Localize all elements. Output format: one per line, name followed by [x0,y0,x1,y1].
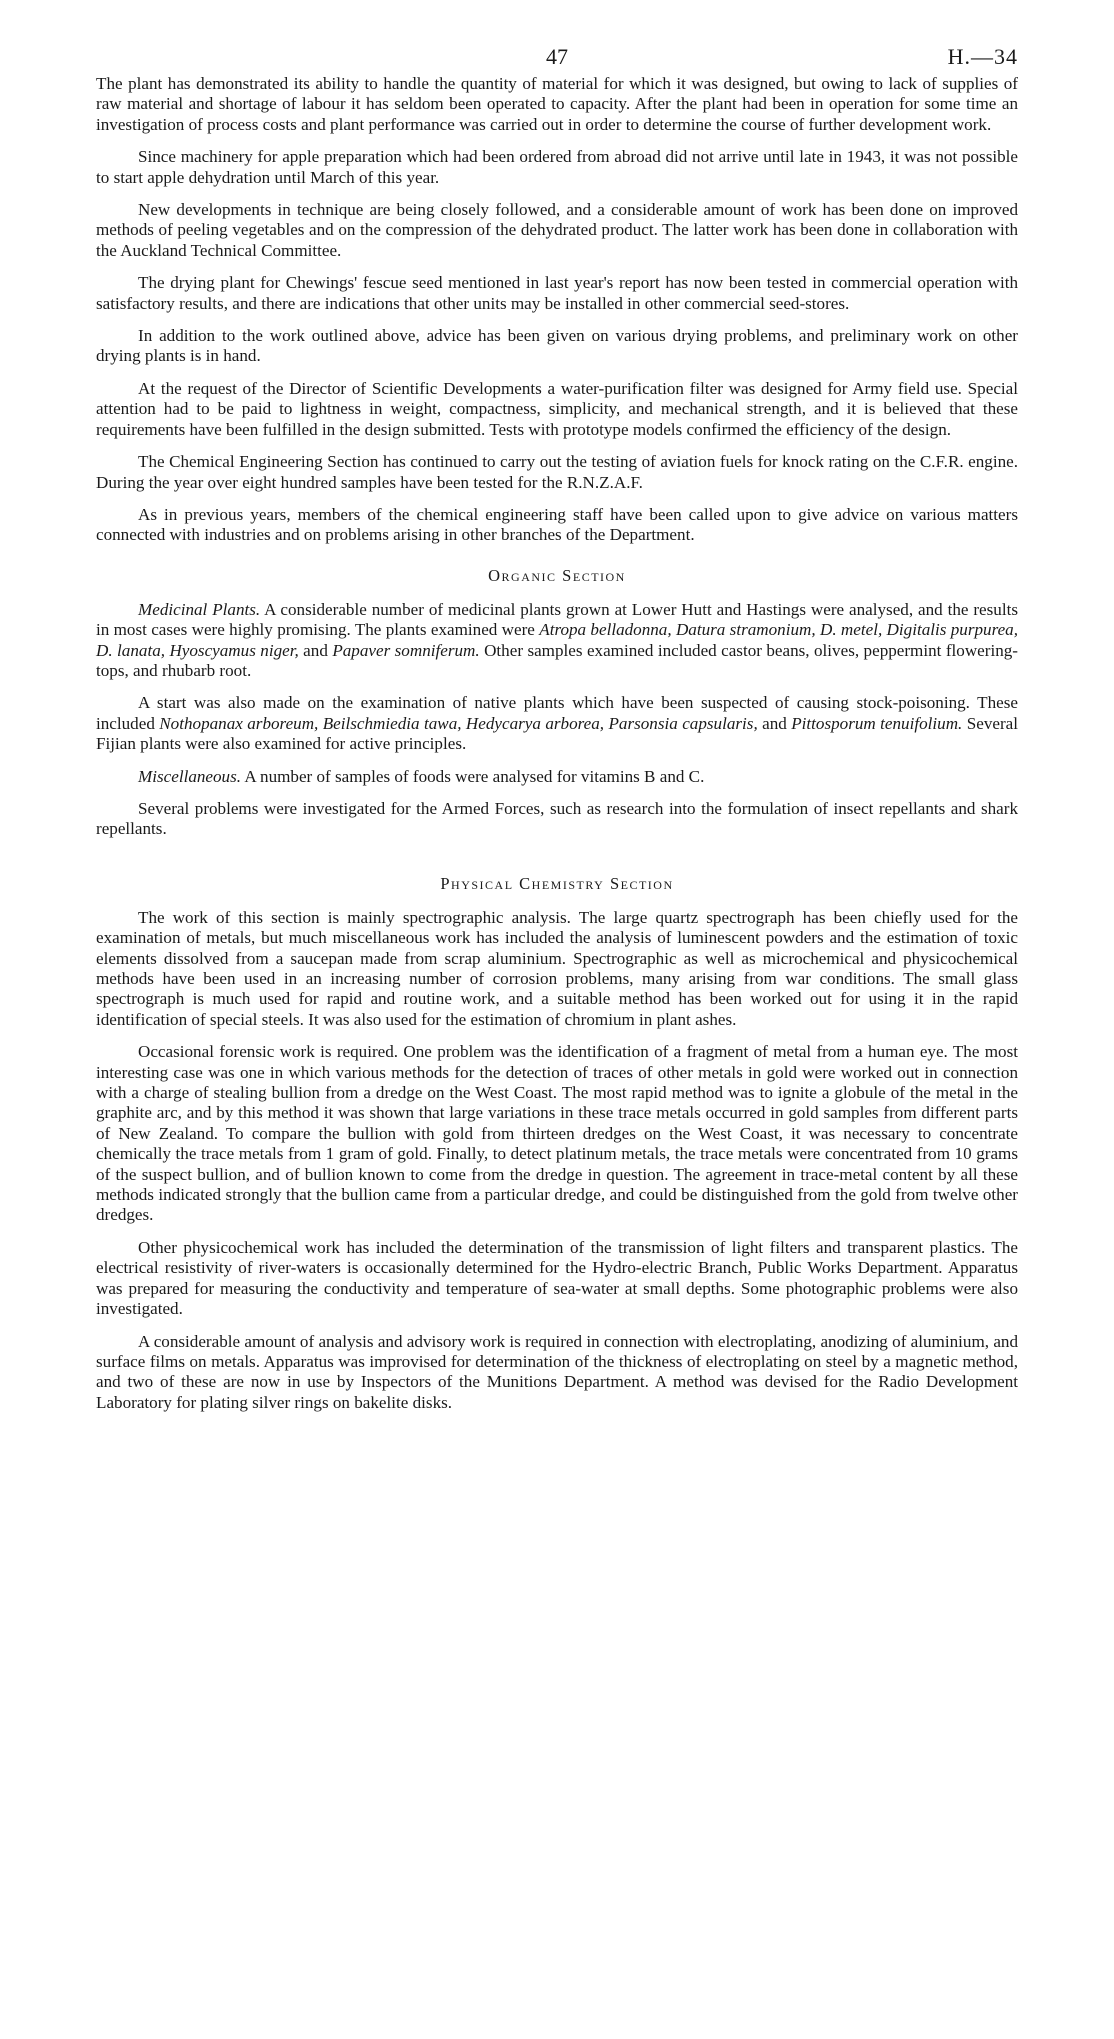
paragraph-stock-poisoning [96,693,1018,754]
chemical-engineering-continued [96,74,1018,546]
text-run: A start was also made on the examination of native plants which have been suspected of causing stock-poisoning. These included [96,693,1018,733]
species-names: Papaver somniferum. [332,640,480,660]
paragraph-lead-label: Miscellaneous. [138,766,242,786]
species-names: Pittosporum tenuifolium. [791,713,963,733]
text-run: Other samples examined included castor beans, olives, peppermint flowering-tops, and rhubarb root. [96,640,1018,680]
paragraph: In addition to the work outlined above, advice has been given on various drying problems, and preliminary work on other drying plants is in hand. [96,326,1018,366]
text-run: and [298,640,333,660]
paragraph: A considerable amount of analysis and advisory work is required in connection with electroplating, anodizing of aluminium, and surface films on metals. Apparatus was improvised for determination of the thickness of electroplating on steel by a magnetic method, and two of these are now in use by Inspectors of the Munitions Department. A method was devised for the Radio Development Laboratory for plating silver rings on bakelite disks. [96,1331,1018,1412]
paragraph-miscellaneous [96,767,1018,787]
text-run: A considerable number of medicinal plants grown at Lower Hutt and Hastings were analysed, and the results in most cases were highly promising. The plants examined were [96,599,1018,640]
document-reference: H.—34 [947,44,1018,69]
paragraph-medicinal-plants [96,600,1018,682]
species-names: Atropa belladonna, Datura stramonium, D. metel, Digitalis purpurea, D. lanata, Hyoscyamus niger, [96,620,1018,660]
paragraph: The plant has demonstrated its ability to handle the quantity of material for which it was designed, but owing to lack of supplies of raw material and shortage of labour it has seldom been operated to capacity. After the plant had been in operation for some time an investigation of process costs and plant performance was carried out in order to determine the course of further development work. [96,74,1018,134]
species-names: Nothopanax arboreum, Beilschmiedia tawa, Hedycarya arborea, Parsonsia capsularis, [159,713,758,733]
paragraph: Other physicochemical work has included the determination of the transmission of light filters and transparent plastics. The electrical resistivity of river-waters is occasionally determined for the Hydro-electric Branch, Public Works Department. Apparatus was prepared for measuring the conductivity and temperature of sea-water at small depths. Some photographic problems were also investigated. [96,1237,1018,1319]
page-header [96,40,1018,74]
text-run: and [757,713,792,733]
section-heading-organic: Organic Section [488,565,626,585]
paragraph: Occasional forensic work is required. One problem was the identification of a fragment of metal from a human eye. The most interesting case was one in which various methods for the detection of traces of other metals in gold were worked out in connection with a charge of stealing bullion from a dredge on the West Coast. The most rapid method was to ignite a globule of the metal in the graphite arc, and by this method it was shown that large variations in these trace metals occurred in gold samples from different parts of New Zealand. To compare the bullion with gold from thirteen dredges on the West Coast, it was necessary to concentrate chemically the trace metals from 1 gram of gold. Finally, to detect platinum metals, the trace metals were concentrated from 10 grams of the suspect bullion, and of bullion known to come from the dredge in question. The agreement in trace-metal content by all these methods indicated strongly that the bullion came from a particular dredge, and could be distinguished from the gold from twelve other dredges. [96,1042,1018,1225]
paragraph: The drying plant for Chewings' fescue seed mentioned in last year's report has now been tested in commercial operation with satisfactory results, and there are indications that other units may be installed in other commercial seed-stores. [96,273,1018,313]
page-number: 47 [546,44,568,69]
text-run: A number of samples of foods were analysed for vitamins B and C. [241,766,705,786]
paragraph: The work of this section is mainly spectrographic analysis. The large quartz spectrograph has been chiefly used for the examination of metals, but much miscellaneous work has included the analysis of luminescent powders and the estimation of toxic elements dissolved from a saucepan made from scrap aluminium. Spectrographic as well as microchemical and physicochemical methods have been used in an increasing number of corrosion problems, many arising from war conditions. The small glass spectrograph is much used for rapid and routine work, and a suitable method has been worked out for using it in the rapid identification of special steels. It was also used for the estimation of chromium in plant ashes. [96,907,1018,1029]
text-run: Several Fijian plants were also examined for active principles. [96,713,1018,754]
paragraph: At the request of the Director of Scientific Developments a water-purification filter was designed for Army field use. Special attention had to be paid to lightness in weight, compactness, simplicity, and mechanical strength, and it is believed that these requirements have been fulfilled in the design submitted. Tests with prototype models confirmed the efficiency of the design. [96,378,1018,439]
physical-chemistry-section [96,908,1018,1413]
paragraph: Since machinery for apple preparation which had been ordered from abroad did not arrive until late in 1943, it was not possible to start apple dehydration until March of this year. [96,147,1018,187]
section-heading-physical-chemistry: Physical Chemistry Section [440,873,674,893]
document-page [96,40,1018,1425]
paragraph: New developments in technique are being closely followed, and a considerable amount of work has been done on improved methods of peeling vegetables and on the compression of the dehydrated product. The latter work has been done in collaboration with the Auckland Technical Committee. [96,200,1018,260]
organic-section [96,600,1018,840]
paragraph: Several problems were investigated for the Armed Forces, such as research into the formulation of insect repellants and shark repellants. [96,798,1018,839]
paragraph-lead-label: Medicinal Plants. [138,599,261,619]
paragraph: The Chemical Engineering Section has continued to carry out the testing of aviation fuels for knock rating on the C.F.R. engine. During the year over eight hundred samples have been tested for the R.N.Z.A.F. [96,452,1018,492]
paragraph: As in previous years, members of the chemical engineering staff have been called upon to give advice on various matters connected with industries and on problems arising in other branches of the Department. [96,504,1018,545]
